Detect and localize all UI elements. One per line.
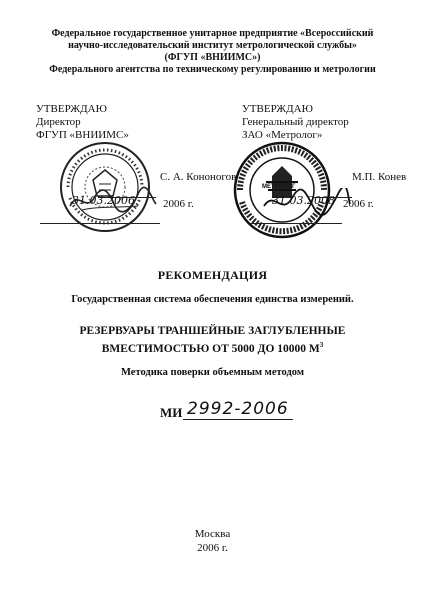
mi-prefix: МИ — [160, 405, 183, 420]
approval-right-name: М.П. Конев — [352, 171, 407, 183]
header-line-1: Федеральное государственное унитарное предприятие «Всероссийский — [51, 28, 374, 39]
approval-right-title: УТВЕРЖДАЮ — [242, 103, 313, 115]
right-handwritten-date: 31.03.2008 — [272, 194, 335, 207]
document-title-line-2 — [0, 339, 425, 356]
footer-city: Москва — [194, 528, 231, 540]
mi-number-handwritten: 2992-2006 — [183, 399, 293, 420]
header-line-4: Федерального агентства по техническому регулированию и метрологии — [49, 64, 376, 75]
header-line-3: (ФГУП «ВНИИМС») — [164, 52, 261, 63]
approval-left-name: С. А. Кононогов — [160, 171, 237, 183]
left-date-line — [40, 206, 160, 224]
document-title-superscript: 3 — [319, 341, 324, 349]
approval-right-position: Генеральный директор — [242, 116, 349, 128]
document-title-text: ВМЕСТИМОСТЬЮ ОТ 5000 ДО 10000 М — [101, 342, 320, 355]
left-handwritten-date: 31.03.2006 — [72, 194, 135, 207]
document-title-line-1: РЕЗЕРВУАРЫ ТРАНШЕЙНЫЕ ЗАГЛУБЛЕННЫЕ — [79, 325, 346, 337]
approval-left-position: Директор — [36, 116, 81, 128]
approval-left-title: УТВЕРЖДАЮ — [36, 103, 107, 115]
footer-year: 2006 г. — [197, 542, 228, 554]
approval-right-year: 2006 г. — [343, 198, 374, 210]
document-type: РЕКОМЕНДАЦИЯ — [157, 268, 268, 282]
approval-left-year: 2006 г. — [163, 198, 194, 210]
approval-left-org: ФГУП «ВНИИМС» — [36, 129, 129, 141]
right-date-line — [250, 206, 342, 224]
approval-right-org: ЗАО «Метролог» — [242, 129, 323, 141]
header-line-2: научно-исследовательский институт метрологической службы» — [68, 40, 357, 51]
right-seal-center-text: МЕТРОЛОГ — [262, 184, 296, 190]
document-system: Государственная система обеспечения единства измерений. — [71, 294, 354, 305]
document-method: Методика поверки объемным методом — [121, 367, 304, 378]
